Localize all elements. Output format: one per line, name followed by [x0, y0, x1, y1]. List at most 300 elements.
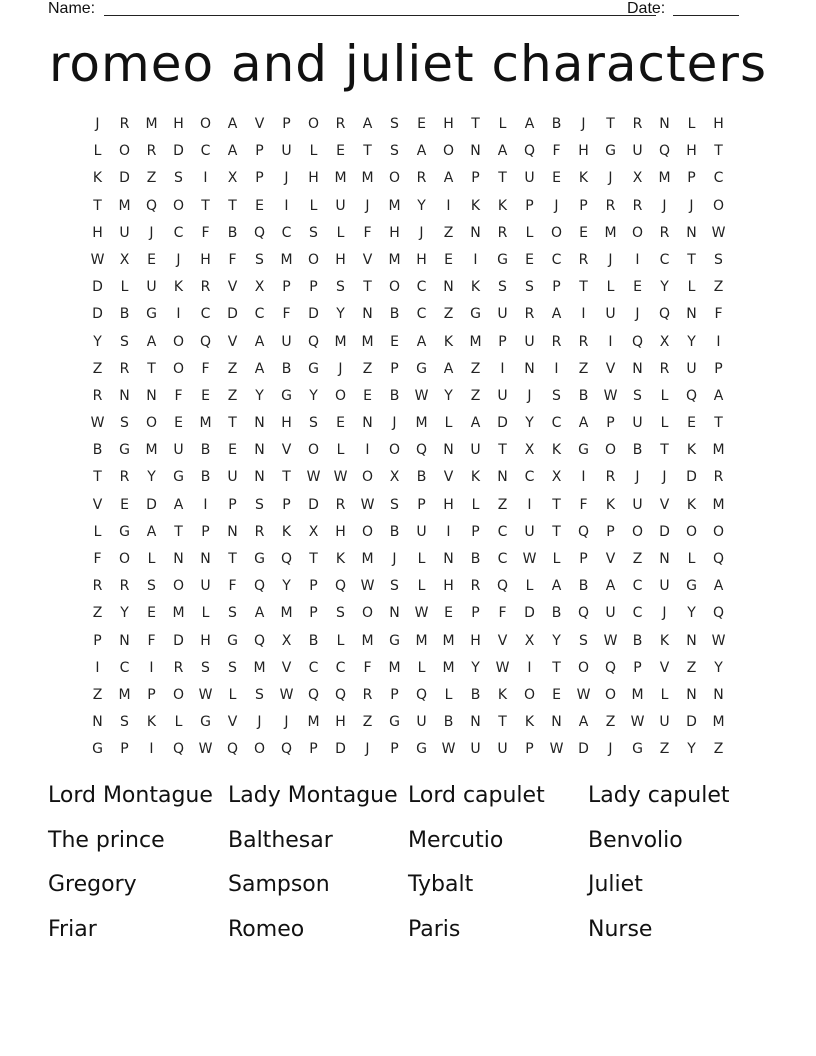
grid-letter: W: [522, 551, 537, 567]
grid-letter: F: [498, 605, 507, 622]
grid-letter: K: [497, 686, 508, 703]
grid-row: [84, 600, 732, 627]
grid-letter: E: [120, 496, 129, 513]
grid-letter: F: [228, 578, 237, 595]
grid-letter: P: [390, 741, 399, 758]
grid-letter: T: [552, 659, 561, 676]
grid-letter: S: [255, 496, 264, 513]
grid-letter: O: [118, 551, 131, 567]
grid-letter: Y: [93, 333, 102, 350]
grid-letter: V: [281, 659, 292, 676]
grid-letter: L: [687, 279, 696, 296]
grid-letter: H: [335, 714, 346, 731]
grid-letter: E: [363, 387, 372, 404]
grid-letter: G: [119, 523, 130, 540]
grid-letter: U: [632, 415, 643, 432]
grid-letter: R: [146, 143, 157, 160]
grid-letter: W: [441, 741, 456, 758]
grid-letter: B: [443, 714, 454, 731]
grid-letter: U: [524, 523, 535, 540]
grid-letter: U: [119, 224, 130, 241]
grid-letter: Y: [687, 741, 696, 758]
grid-letter: N: [146, 387, 157, 404]
grid-letter: N: [470, 714, 481, 731]
grid-letter: C: [308, 659, 319, 676]
grid-letter: Y: [687, 605, 696, 622]
grid-letter: P: [147, 686, 156, 703]
word-list-item: Balthesar: [228, 827, 333, 853]
grid-letter: A: [551, 306, 562, 323]
grid-letter: S: [120, 415, 129, 432]
grid-letter: J: [608, 170, 613, 187]
grid-letter: N: [713, 686, 724, 703]
grid-letter: W: [711, 224, 726, 241]
grid-letter: Y: [444, 387, 453, 404]
grid-letter: T: [309, 551, 318, 567]
grid-letter: C: [497, 551, 508, 567]
grid-letter: T: [552, 523, 561, 540]
grid-letter: P: [390, 360, 399, 377]
grid-letter: D: [173, 632, 184, 649]
grid-letter: Z: [227, 360, 238, 377]
grid-letter: C: [335, 659, 346, 676]
grid-letter: B: [389, 523, 400, 540]
grid-letter: E: [390, 333, 399, 350]
grid-letter: X: [632, 170, 643, 187]
grid-letter: G: [632, 741, 643, 758]
grid-letter: E: [174, 415, 183, 432]
grid-letter: J: [662, 605, 667, 622]
grid-letter: J: [581, 116, 586, 132]
grid-letter: Z: [713, 279, 724, 296]
grid-letter: A: [146, 523, 157, 540]
grid-letter: D: [686, 469, 697, 486]
grid-letter: G: [173, 469, 184, 486]
grid-letter: O: [550, 224, 563, 241]
grid-letter: D: [578, 741, 589, 758]
grid-letter: L: [525, 578, 534, 595]
name-label: Name:: [48, 0, 96, 17]
grid-row: [84, 111, 732, 138]
grid-letter: N: [254, 415, 265, 432]
grid-letter: G: [389, 632, 400, 649]
grid-letter: Y: [687, 333, 696, 350]
grid-letter: P: [309, 741, 318, 758]
grid-letter: X: [227, 170, 238, 187]
grid-letter: L: [147, 551, 156, 567]
grid-letter: Q: [253, 578, 266, 595]
grid-letter: C: [254, 306, 265, 323]
grid-letter: F: [201, 360, 210, 377]
grid-letter: W: [495, 659, 510, 676]
grid-letter: U: [281, 333, 292, 350]
grid-letter: J: [608, 251, 613, 268]
grid-letter: L: [93, 523, 102, 540]
grid-letter: O: [523, 686, 536, 703]
grid-letter: X: [524, 632, 535, 649]
grid-letter: J: [419, 224, 424, 241]
grid-letter: Q: [577, 605, 590, 622]
grid-letter: O: [307, 251, 320, 268]
grid-letter: H: [200, 632, 211, 649]
grid-letter: C: [119, 659, 130, 676]
grid-letter: A: [173, 496, 184, 513]
grid-letter: E: [687, 415, 696, 432]
grid-letter: R: [470, 578, 481, 595]
grid-letter: G: [578, 442, 589, 459]
word-list-item: The prince: [48, 827, 165, 853]
grid-letter: K: [470, 279, 481, 296]
grid-letter: C: [551, 415, 562, 432]
grid-letter: N: [254, 469, 265, 486]
grid-letter: R: [659, 360, 670, 377]
grid-letter: M: [415, 415, 428, 432]
grid-letter: U: [605, 605, 616, 622]
grid-letter: Q: [577, 523, 590, 540]
grid-letter: B: [227, 224, 238, 241]
grid-letter: B: [308, 632, 319, 649]
grid-letter: L: [471, 496, 480, 513]
grid-letter: B: [470, 551, 481, 567]
grid-letter: V: [659, 496, 670, 513]
grid-letter: C: [416, 279, 427, 296]
grid-letter: D: [497, 415, 508, 432]
grid-letter: P: [525, 741, 534, 758]
grid-letter: G: [146, 306, 157, 323]
grid-letter: S: [309, 224, 318, 241]
grid-row: [84, 464, 732, 491]
grid-row: [84, 628, 732, 655]
grid-letter: E: [147, 251, 156, 268]
grid-letter: D: [146, 496, 157, 513]
grid-letter: E: [525, 251, 534, 268]
grid-letter: D: [686, 714, 697, 731]
grid-letter: H: [578, 143, 589, 160]
grid-letter: P: [498, 333, 507, 350]
grid-row: [84, 519, 732, 546]
grid-letter: M: [361, 170, 374, 187]
grid-letter: Q: [658, 143, 671, 160]
grid-letter: U: [524, 170, 535, 187]
grid-letter: J: [95, 116, 100, 132]
grid-letter: Q: [145, 197, 158, 214]
grid-letter: I: [149, 659, 154, 676]
grid-letter: J: [554, 197, 559, 214]
grid-letter: A: [443, 360, 454, 377]
grid-letter: R: [254, 523, 265, 540]
grid-letter: M: [712, 496, 725, 513]
grid-row: [84, 573, 732, 600]
grid-letter: U: [416, 523, 427, 540]
grid-letter: M: [442, 632, 455, 649]
grid-letter: P: [309, 578, 318, 595]
grid-letter: R: [632, 116, 643, 132]
grid-letter: E: [552, 686, 561, 703]
grid-letter: H: [416, 251, 427, 268]
grid-letter: U: [335, 197, 346, 214]
word-list-item: Mercutio: [408, 827, 504, 853]
grid-letter: K: [551, 442, 562, 459]
grid-letter: G: [308, 360, 319, 377]
grid-letter: T: [363, 279, 372, 296]
grid-letter: M: [388, 251, 401, 268]
grid-letter: F: [282, 306, 291, 323]
grid-letter: Q: [334, 578, 347, 595]
word-list-item: Benvolio: [588, 827, 683, 853]
grid-letter: B: [578, 387, 589, 404]
grid-letter: B: [200, 469, 211, 486]
grid-letter: V: [362, 251, 373, 268]
grid-letter: Z: [497, 496, 508, 513]
grid-letter: K: [443, 333, 454, 350]
grid-letter: N: [227, 523, 238, 540]
grid-letter: T: [498, 442, 507, 459]
grid-letter: I: [176, 306, 181, 323]
grid-letter: W: [603, 632, 618, 649]
grid-letter: F: [363, 659, 372, 676]
grid-letter: P: [93, 632, 102, 649]
grid-letter: M: [280, 605, 293, 622]
grid-letter: B: [470, 686, 481, 703]
grid-letter: Q: [631, 333, 644, 350]
grid-letter: M: [658, 170, 671, 187]
grid-letter: M: [712, 714, 725, 731]
grid-letter: K: [335, 551, 346, 567]
grid-row: [84, 329, 732, 356]
grid-letter: N: [362, 306, 373, 323]
grid-letter: J: [635, 306, 640, 323]
grid-letter: I: [608, 333, 613, 350]
grid-letter: V: [92, 496, 103, 513]
grid-letter: P: [309, 605, 318, 622]
grid-letter: L: [417, 659, 426, 676]
grid-letter: O: [118, 143, 131, 160]
grid-letter: N: [443, 279, 454, 296]
grid-letter: U: [200, 578, 211, 595]
grid-letter: O: [361, 469, 374, 486]
grid-letter: E: [255, 197, 264, 214]
grid-letter: L: [444, 415, 453, 432]
grid-letter: N: [362, 415, 373, 432]
grid-letter: P: [309, 279, 318, 296]
grid-letter: W: [198, 686, 213, 703]
grid-letter: T: [687, 251, 696, 268]
word-list-item: Lady Montague: [228, 783, 398, 808]
grid-letter: A: [254, 605, 265, 622]
grid-letter: T: [282, 469, 291, 486]
grid-letter: T: [498, 170, 507, 187]
grid-letter: M: [388, 659, 401, 676]
grid-letter: S: [336, 279, 345, 296]
grid-letter: G: [497, 251, 508, 268]
grid-letter: A: [443, 170, 454, 187]
grid-letter: Q: [334, 686, 347, 703]
grid-letter: S: [228, 605, 237, 622]
grid-letter: Y: [255, 387, 264, 404]
grid-letter: F: [93, 551, 102, 567]
grid-letter: T: [201, 197, 210, 214]
grid-letter: L: [228, 686, 237, 703]
grid-letter: M: [361, 632, 374, 649]
grid-letter: O: [307, 116, 320, 132]
grid-letter: T: [714, 143, 723, 160]
grid-letter: O: [685, 523, 698, 540]
grid-letter: B: [632, 442, 643, 459]
grid-letter: O: [199, 116, 212, 132]
grid-letter: A: [254, 360, 265, 377]
grid-letter: O: [172, 197, 185, 214]
grid-letter: P: [228, 496, 237, 513]
grid-row: [84, 301, 732, 328]
grid-letter: M: [442, 659, 455, 676]
grid-letter: P: [282, 496, 291, 513]
grid-letter: Z: [362, 360, 373, 377]
grid-letter: I: [365, 442, 370, 459]
grid-letter: L: [444, 686, 453, 703]
grid-letter: E: [444, 251, 453, 268]
grid-letter: C: [200, 306, 211, 323]
grid-letter: P: [714, 360, 723, 377]
grid-letter: U: [659, 578, 670, 595]
grid-letter: M: [334, 170, 347, 187]
grid-letter: I: [203, 170, 208, 187]
grid-letter: X: [551, 469, 562, 486]
grid-row: [84, 247, 732, 274]
grid-row: [84, 138, 732, 165]
word-list-item: Juliet: [588, 872, 643, 897]
grid-letter: L: [417, 578, 426, 595]
grid-letter: R: [335, 116, 346, 132]
grid-letter: B: [632, 632, 643, 649]
grid-letter: F: [147, 632, 156, 649]
grid-letter: Z: [443, 306, 454, 323]
grid-row: [84, 682, 732, 709]
grid-letter: J: [284, 170, 289, 187]
grid-letter: A: [227, 143, 238, 160]
grid-row: [84, 546, 732, 573]
grid-letter: M: [307, 714, 320, 731]
grid-letter: W: [360, 578, 375, 595]
grid-letter: N: [389, 605, 400, 622]
grid-letter: U: [416, 714, 427, 731]
grid-letter: S: [633, 387, 642, 404]
grid-letter: T: [228, 551, 237, 567]
grid-letter: B: [92, 442, 103, 459]
grid-letter: Q: [712, 605, 725, 622]
word-list-item: Friar: [48, 916, 97, 942]
grid-letter: R: [362, 686, 373, 703]
grid-letter: Q: [253, 224, 266, 241]
grid-letter: G: [416, 741, 427, 758]
grid-letter: O: [172, 360, 185, 377]
grid-letter: D: [119, 170, 130, 187]
grid-row: [84, 492, 732, 519]
grid-letter: Y: [552, 632, 561, 649]
grid-letter: M: [199, 415, 212, 432]
grid-letter: O: [307, 442, 320, 459]
grid-letter: L: [417, 551, 426, 567]
grid-letter: D: [659, 523, 670, 540]
grid-letter: U: [686, 360, 697, 377]
grid-letter: N: [92, 714, 103, 731]
grid-letter: Z: [92, 605, 103, 622]
grid-letter: U: [632, 496, 643, 513]
grid-letter: G: [605, 143, 616, 160]
word-search-grid: [84, 111, 732, 764]
grid-letter: N: [119, 632, 130, 649]
grid-letter: A: [416, 333, 427, 350]
grid-letter: J: [392, 551, 397, 567]
grid-letter: L: [687, 551, 696, 567]
grid-letter: A: [470, 415, 481, 432]
grid-letter: E: [201, 387, 210, 404]
grid-letter: Z: [146, 170, 157, 187]
grid-letter: W: [198, 741, 213, 758]
grid-letter: O: [172, 686, 185, 703]
grid-letter: T: [93, 197, 102, 214]
grid-letter: Y: [147, 469, 156, 486]
grid-letter: I: [581, 306, 586, 323]
grid-letter: X: [308, 523, 319, 540]
grid-letter: R: [659, 224, 670, 241]
grid-letter: S: [498, 279, 507, 296]
grid-letter: Y: [714, 659, 723, 676]
grid-letter: O: [361, 605, 374, 622]
grid-letter: A: [416, 143, 427, 160]
grid-letter: J: [662, 197, 667, 214]
grid-letter: W: [414, 387, 429, 404]
grid-letter: Z: [92, 686, 103, 703]
grid-letter: N: [524, 360, 535, 377]
grid-letter: V: [227, 333, 238, 350]
grid-letter: A: [713, 387, 724, 404]
grid-letter: S: [390, 143, 399, 160]
grid-letter: Q: [685, 387, 698, 404]
grid-letter: M: [253, 659, 266, 676]
grid-letter: T: [147, 360, 156, 377]
grid-row: [84, 437, 732, 464]
grid-letter: E: [552, 170, 561, 187]
grid-letter: B: [389, 387, 400, 404]
grid-letter: P: [552, 279, 561, 296]
grid-letter: R: [578, 251, 589, 268]
grid-letter: I: [635, 251, 640, 268]
grid-letter: B: [200, 442, 211, 459]
grid-letter: L: [336, 442, 345, 459]
grid-letter: K: [173, 279, 184, 296]
grid-letter: I: [446, 523, 451, 540]
word-list-item: Romeo: [228, 916, 305, 942]
grid-letter: N: [119, 387, 130, 404]
grid-letter: I: [716, 333, 721, 350]
grid-letter: E: [444, 605, 453, 622]
grid-letter: M: [334, 333, 347, 350]
grid-letter: O: [712, 197, 725, 214]
name-blank-line: [104, 15, 656, 16]
grid-letter: Z: [470, 360, 481, 377]
grid-letter: F: [579, 496, 588, 513]
grid-letter: U: [146, 279, 157, 296]
grid-letter: I: [149, 741, 154, 758]
grid-letter: N: [659, 116, 670, 132]
grid-letter: G: [470, 306, 481, 323]
grid-letter: G: [281, 387, 292, 404]
grid-letter: P: [606, 415, 615, 432]
grid-letter: S: [714, 251, 723, 268]
grid-letter: Q: [253, 632, 266, 649]
date-label: Date:: [627, 0, 666, 17]
grid-letter: L: [498, 116, 507, 132]
